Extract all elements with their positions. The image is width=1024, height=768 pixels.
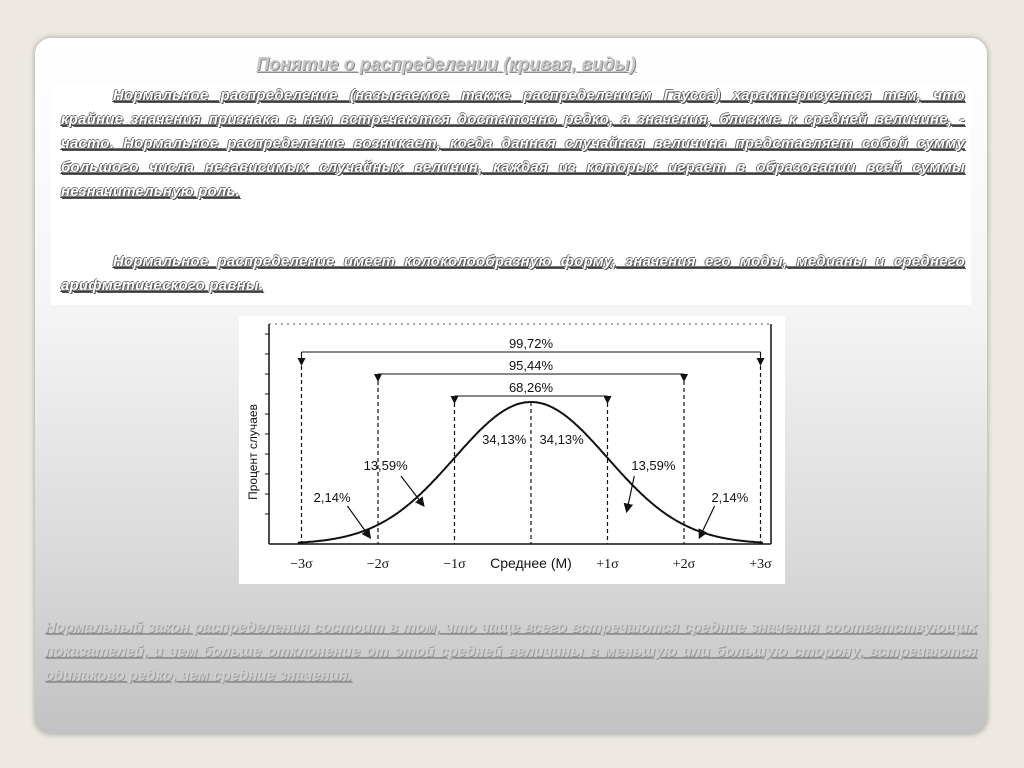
paragraph-2: Нормальное распределение имеет колоколообразную форму, значения его моды, медианы и среднего арифметического равны. bbox=[61, 253, 965, 294]
x-tick-label: Среднее (M) bbox=[490, 555, 572, 571]
segment-label: 34,13% bbox=[482, 432, 527, 447]
chart-marks bbox=[290, 336, 772, 572]
x-tick-label: −2σ bbox=[366, 557, 390, 572]
x-tick-label: +3σ bbox=[749, 557, 772, 572]
range-label: 99,72% bbox=[508, 336, 554, 351]
range-label: 95,44% bbox=[508, 358, 554, 373]
segment-label: 13,59% bbox=[631, 458, 676, 473]
x-tick-label: +2σ bbox=[672, 557, 696, 572]
segment-label: 2,14% bbox=[313, 490, 351, 505]
segment-label: 13,59% bbox=[363, 458, 408, 473]
text-box bbox=[51, 84, 971, 305]
bottom-paragraph: Нормальный закон распределения состоит в том, что чаще всего встречаются средние значения соответствующих показателей, и чем больше отклонение от этой средней величины в меньшую или большую сторону, встречаются одинаково редко, чем средние значения. bbox=[45, 619, 977, 684]
y-axis-label: Процент случаев bbox=[246, 404, 260, 500]
range-label: 68,26% bbox=[508, 380, 554, 395]
paragraph-1: Нормальное распределение (называемое также распределением Гаусса) характеризуется тем, что крайние значения признака в нем встречаются достаточно редко, а значения, близкие к средней величине, - часто. Нормальное распределение возникает, когда данная случайная величина представляет собой сумму большого числа независимых случайных величин, каждая из которых играет в образовании всей суммы незначительную роль. bbox=[61, 87, 965, 200]
normal-distribution-figure bbox=[239, 316, 785, 584]
sigma-arrowhead bbox=[757, 358, 765, 366]
segment-label: 34,13% bbox=[539, 432, 584, 447]
segment-label: 2,14% bbox=[711, 490, 749, 505]
slide bbox=[35, 38, 987, 734]
x-tick-label: −1σ bbox=[443, 557, 466, 572]
x-tick-label: +1σ bbox=[596, 557, 619, 572]
slide-title: Понятие о распределении (кривая, виды) bbox=[256, 54, 636, 74]
normal-distribution-chart bbox=[239, 316, 785, 584]
sigma-arrowhead bbox=[298, 358, 306, 366]
x-tick-label: −3σ bbox=[290, 557, 313, 572]
